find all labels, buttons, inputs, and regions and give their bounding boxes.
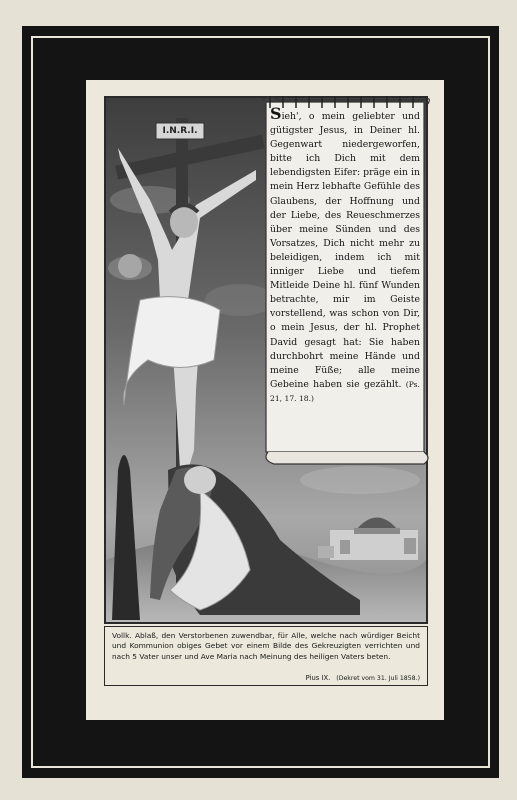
indulgence-signature: [306, 674, 420, 682]
decree-date: (Dekret vom 31. Juli 1858.): [336, 675, 420, 682]
prayer-body: ieh', o mein geliebter und gütigster Jesus, in Deiner hl. Gegenwart niedergeworfen, bitte ich Dich mit dem lebendigsten Eifer: präge ein in mein Herz lebhafte Gefühle des Glaubens, der Hoffnung und der Liebe, des Reueschmerzes über meine Sünden und des Vorsatzes, Dich nicht mehr zu beleidigen, indem ich mit inniger Liebe und tiefem Mitleide Deine hl. fünf Wunden betrachte, mir im Geiste vorstellend, was schon von Dir, o mein Jesus, der hl. Prophet David gesagt hat: Sie haben durchbohrt meine Hände und meine Füße; alle meine Gebeine haben sie gezählt.: [270, 111, 420, 390]
indulgence-text: Vollk. Ablaß, den Verstorbenen zuwendbar, für Alle, welche nach würdiger Beicht und Kommunion obiges Gebet vor einem Bilde des Gekreuzigten verrichten und nach 5 Vater unser und Ave Maria nach Meinung des heiligen Vaters beten.: [112, 631, 420, 661]
prayer-citation: (Ps. 21, 17. 18.): [270, 379, 420, 403]
inri-plaque-text: I.N.R.I.: [162, 126, 198, 136]
prayer-text: [270, 104, 420, 450]
indulgence-caption: [104, 626, 428, 686]
prayer-drop-cap: S: [270, 104, 282, 123]
pope-name: Pius IX.: [305, 674, 331, 682]
